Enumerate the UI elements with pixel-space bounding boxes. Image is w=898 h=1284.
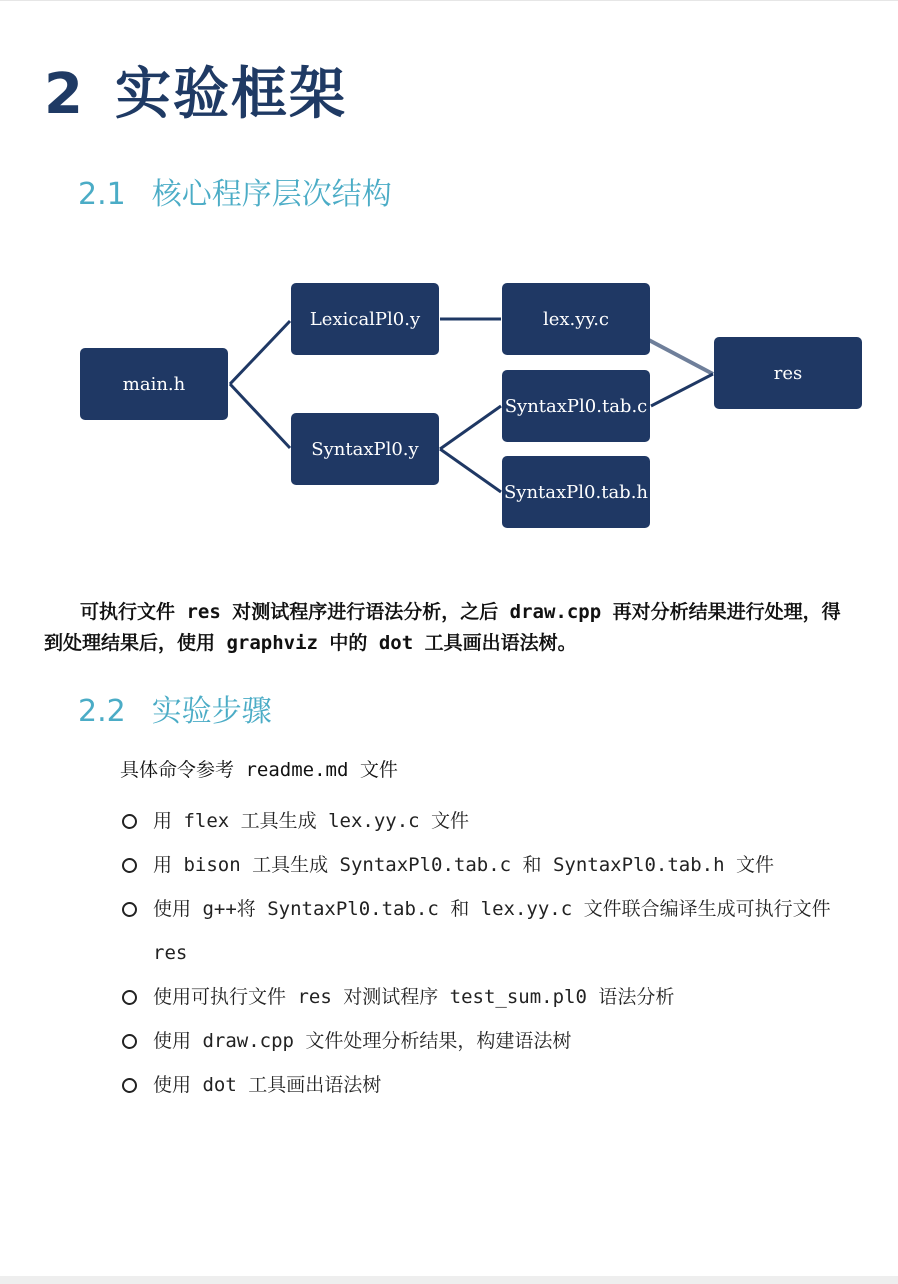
chapter-title: 实验框架 <box>114 62 347 127</box>
circle-bullet-icon <box>122 1078 137 1093</box>
list-item <box>120 887 855 975</box>
chapter-number: 2 <box>44 62 85 127</box>
list-item <box>120 1028 855 1054</box>
node-syntax-tab-c: SyntaxPl0.tab.c <box>502 370 650 442</box>
steps-list <box>120 808 855 1116</box>
connector-syntax-tabh <box>440 449 501 492</box>
connector-syntax-tabc <box>440 406 501 449</box>
step-text: 使用 dot 工具画出语法树 <box>153 1074 382 1096</box>
program-hierarchy-diagram <box>0 270 898 540</box>
step-text: 用 flex 工具生成 lex.yy.c 文件 <box>153 810 470 832</box>
node-lex-yy-c: lex.yy.c <box>502 283 650 355</box>
list-item <box>120 984 855 1010</box>
node-main-h: main.h <box>80 348 228 420</box>
page-bottom-edge <box>0 1276 898 1284</box>
section-number: 2.1 <box>78 177 126 212</box>
connector-main-lexical <box>230 321 290 384</box>
node-syntax-tab-h: SyntaxPl0.tab.h <box>502 456 650 528</box>
section-number: 2.2 <box>78 694 126 729</box>
connector-lexc-res <box>645 338 713 374</box>
step-text: 使用 g++将 SyntaxPl0.tab.c 和 lex.yy.c 文件联合编译生成可执行文件 res <box>153 898 831 964</box>
section-title: 实验步骤 <box>151 694 272 729</box>
section-title: 核心程序层次结构 <box>151 177 392 212</box>
section-heading-2-2 <box>78 692 272 732</box>
connector-tabc-res <box>651 374 713 406</box>
list-item <box>120 852 855 878</box>
framework-description: 可执行文件 res 对测试程序进行语法分析，之后 draw.cpp 再对分析结果进行处理，得到处理结果后，使用 graphviz 中的 dot 工具画出语法树。 <box>44 601 841 654</box>
page-top-edge <box>0 0 898 1</box>
chapter-heading <box>44 62 347 128</box>
circle-bullet-icon <box>122 990 137 1005</box>
node-res: res <box>714 337 862 409</box>
list-item <box>120 808 855 834</box>
step-text: 使用 draw.cpp 文件处理分析结果，构建语法树 <box>153 1030 572 1052</box>
circle-bullet-icon <box>122 1034 137 1049</box>
node-lexical-y: LexicalPl0.y <box>291 283 439 355</box>
step-text: 用 bison 工具生成 SyntaxPl0.tab.c 和 SyntaxPl0.tab.h 文件 <box>153 854 774 876</box>
circle-bullet-icon <box>122 814 137 829</box>
step-text: 使用可执行文件 res 对测试程序 test_sum.pl0 语法分析 <box>153 986 675 1008</box>
steps-intro: 具体命令参考 readme.md 文件 <box>120 759 398 781</box>
list-item <box>120 1072 855 1098</box>
section-heading-2-1 <box>78 175 392 215</box>
circle-bullet-icon <box>122 902 137 917</box>
circle-bullet-icon <box>122 858 137 873</box>
connector-main-syntax <box>230 384 290 448</box>
node-syntax-y: SyntaxPl0.y <box>291 413 439 485</box>
